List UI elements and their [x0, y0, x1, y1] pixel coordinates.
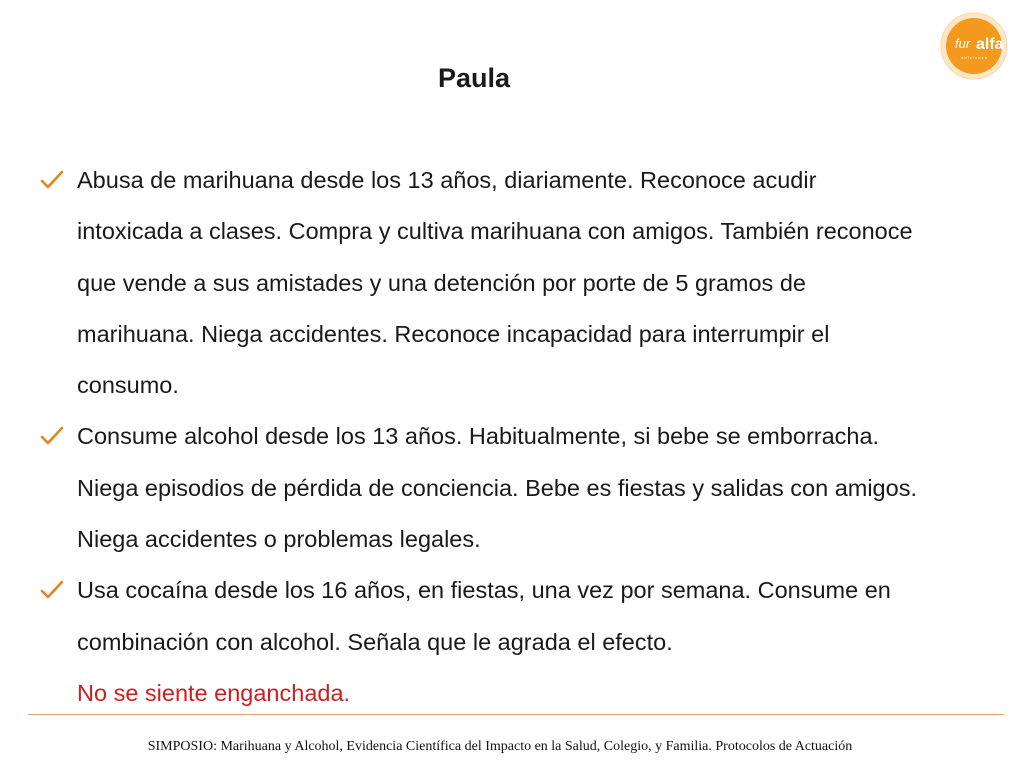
bullet-item	[40, 565, 920, 719]
bullet-text: Usa cocaína desde los 16 años, en fiestas, una vez por semana. Consume en combinación con alcohol. Señala que le agrada el efecto.	[77, 577, 891, 655]
logo-mark: fur	[955, 36, 971, 51]
logo-tagline: e d i c i o n e s	[961, 55, 987, 60]
slide-title: Paula	[437, 63, 511, 93]
footer-divider	[28, 714, 1004, 715]
bullet-item	[40, 411, 920, 565]
bullet-item	[40, 155, 920, 411]
check-icon	[40, 169, 64, 191]
check-icon	[40, 579, 64, 601]
bullet-text: Consume alcohol desde los 13 años. Habitualmente, si bebe se emborracha. Niega episodios de pérdida de conciencia. Bebe es fiestas y salidas con amigos. Niega accidentes o problemas legales.	[77, 423, 917, 553]
footer-text: SIMPOSIO: Marihuana y Alcohol, Evidencia Científica del Impacto en la Salud, Colegio, y Familia. Protocolos de Actuación	[147, 739, 853, 754]
alfa-logo-icon	[940, 12, 1008, 80]
check-icon	[40, 425, 64, 447]
highlight-text: No se siente enganchada.	[77, 679, 351, 706]
logo-name: alfa	[976, 36, 1004, 53]
bullet-list	[40, 155, 920, 719]
bullet-text: Abusa de marihuana desde los 13 años, diariamente. Reconoce acudir intoxicada a clases. Compra y cultiva marihuana con amigos. También reconoce que vende a sus amistades y una detención por porte de 5 gramos de marihuana. Niega accidentes. Reconoce incapacidad para interrumpir el consumo.	[77, 167, 913, 399]
